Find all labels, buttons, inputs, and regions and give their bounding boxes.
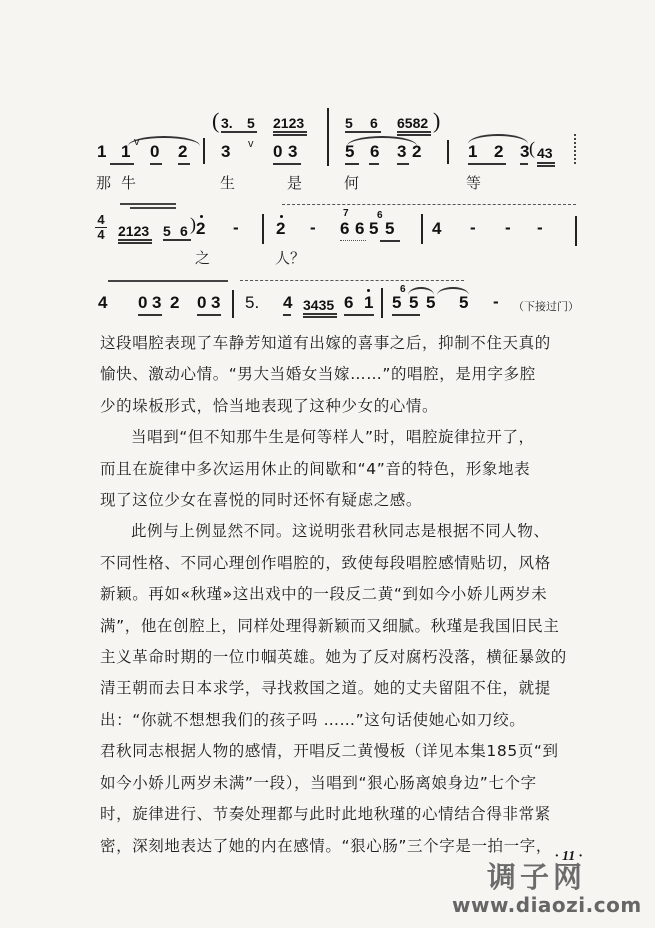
underline <box>340 240 366 243</box>
close-paren: ) <box>433 108 441 133</box>
underline <box>197 314 221 316</box>
underline <box>345 131 381 133</box>
note: 2 <box>170 293 180 312</box>
note: 3 <box>211 293 221 312</box>
note: 5 <box>426 293 436 312</box>
high-octave-dot <box>280 215 283 218</box>
breath-mark: v <box>248 138 254 150</box>
note: 5 <box>459 293 469 312</box>
note: 2 <box>412 142 422 161</box>
breath-mark: v <box>134 136 140 148</box>
barline <box>447 140 449 164</box>
note: 6 <box>340 219 350 238</box>
paragraph-2: 当唱到“但不知那牛生是何等样人”时，唱腔旋律拉开了， 而且在旋律中多次运用休止的间歇和“4”音的特色，形象地表 现了这位少女在喜悦的同时还怀有疑虑之感。 <box>100 428 535 510</box>
high-octave-dot <box>367 289 370 292</box>
barline <box>203 138 205 164</box>
note: 0 <box>197 293 207 312</box>
note: 2 <box>494 142 504 161</box>
barline-dotted <box>574 134 576 164</box>
note: 5. <box>245 293 260 312</box>
note: 5 <box>392 293 402 312</box>
underline <box>163 239 191 241</box>
underline <box>537 162 555 164</box>
note: 2 <box>196 219 206 238</box>
underline <box>221 131 257 133</box>
note: 2123 <box>273 115 305 131</box>
underline <box>273 131 307 133</box>
note: 0 <box>273 142 283 161</box>
underline <box>303 316 337 318</box>
note: 4 <box>432 219 442 238</box>
slur <box>347 136 417 146</box>
underline <box>110 163 134 165</box>
underline <box>397 131 431 133</box>
underline <box>273 163 301 165</box>
note: 5 <box>409 293 419 312</box>
note: 5 <box>385 219 395 238</box>
extension-line <box>108 280 228 282</box>
high-octave-dot <box>200 215 203 218</box>
note: 2123 <box>118 223 150 239</box>
dash: - <box>537 218 543 237</box>
barline <box>575 216 577 246</box>
note: 2 <box>276 219 286 238</box>
note: 4 <box>283 293 293 312</box>
page-number: · 11 · <box>555 849 583 864</box>
extension-line <box>120 203 176 205</box>
underline <box>303 313 337 315</box>
underline <box>150 163 162 165</box>
watermark-url: www.diaozi.com <box>452 893 642 917</box>
underline <box>397 134 431 136</box>
underline <box>537 165 555 167</box>
underline <box>178 163 190 165</box>
watermark-logo: 调子网 <box>487 860 587 894</box>
lyric: 牛 <box>121 174 137 192</box>
note: 5 <box>345 115 353 131</box>
underline <box>283 314 291 316</box>
note: 0 <box>138 293 148 312</box>
lyric: 是 <box>287 174 303 192</box>
barline <box>381 288 383 318</box>
note: 3 <box>152 293 162 312</box>
lyric: 何 <box>344 174 360 192</box>
dash: - <box>470 218 476 237</box>
lyric: 人？ <box>275 249 306 267</box>
open-paren: ( <box>212 108 220 133</box>
dash: - <box>310 218 316 237</box>
lyric: 之 <box>195 249 211 267</box>
dash: - <box>493 292 499 311</box>
note: 6 <box>344 293 354 312</box>
extension-line <box>130 207 176 209</box>
note: 1 <box>364 293 374 312</box>
note: 3 <box>397 142 407 161</box>
note: 6 <box>180 223 188 239</box>
underline <box>392 314 420 316</box>
grace-note: 6 <box>400 284 406 295</box>
underline <box>380 240 400 242</box>
underline <box>468 163 506 165</box>
lyric: 等 <box>466 174 482 192</box>
note: 5 <box>369 219 379 238</box>
extension-line <box>282 204 576 205</box>
note: 5 <box>247 115 255 131</box>
time-signature: 4 4 <box>95 214 107 241</box>
barline <box>421 214 423 244</box>
note: 1 <box>121 142 131 161</box>
underline <box>345 163 359 165</box>
open-paren: ( <box>529 138 535 158</box>
note: 1 <box>97 142 107 161</box>
note: 5 <box>345 142 355 161</box>
note: 6 <box>355 219 365 238</box>
underline <box>369 163 379 165</box>
note: 3 <box>520 142 530 161</box>
dash: - <box>505 218 511 237</box>
note: 3435 <box>303 297 335 313</box>
grace-note: 7 <box>343 208 349 219</box>
underline <box>118 242 152 244</box>
barline <box>327 108 329 166</box>
close-paren: ) <box>190 214 196 234</box>
extension-line <box>240 280 464 281</box>
underline <box>273 134 307 136</box>
lyric: 生 <box>220 174 236 192</box>
underline <box>138 314 162 316</box>
dash: - <box>233 218 239 237</box>
note: 2 <box>178 142 188 161</box>
body-text <box>100 328 600 862</box>
barline <box>262 214 264 244</box>
note: 4 <box>98 293 108 312</box>
note: 3 <box>221 142 231 161</box>
underline <box>397 163 409 165</box>
note: 43 <box>537 145 553 161</box>
note: 1 <box>468 142 478 161</box>
note: 3. <box>221 115 233 131</box>
barline <box>232 290 234 318</box>
note: 0 <box>150 142 160 161</box>
underline <box>520 163 528 165</box>
jianpu-score <box>0 0 655 320</box>
paragraph-3: 此例与上例显然不同。这说明张君秋同志是根据不同人物、 不同性格、不同心理创作唱腔的，致使每段唱腔感情贴切，风格 新颖。再如«秋瑾»这出戏中的一段反二黄“到如今小娇儿两岁未 满”，他在创腔上，同样处理得新颖而又细腻。秋瑾是我国旧民主 主义革命时期的一位巾帼英雄。她为了反对腐朽没落，横征暴敛的 清王朝而去日本求学，寻找救国之道。她的丈夫留阻不住，就提 出：“你就不想想我们的孩子吗 ……”这句话使她心如刀绞。 君秋同志根据人物的感情，开唱反二黄慢板（详见本集185页“到 如今小娇儿两岁未满”一段），当唱到“狠心肠离娘身边”七个字 时，旋律进行、节奏处理都与此时此地秋瑾的心情结合得非常紧 密，深刻地表达了她的内在感情。“狠心肠”三个字是一拍一字， <box>100 522 567 855</box>
continuation-note: （下接过门） <box>513 300 579 313</box>
lyric: 那 <box>96 174 112 192</box>
paragraph-1: 这段唱腔表现了车静芳知道有出嫁的喜事之后，抑制不住天真的 愉快、激动心情。“男大当婚女当嫁……”的唱腔，是用字多腔 少的垛板形式，恰当地表现了这种少女的心情。 <box>100 334 551 415</box>
note: 6582 <box>397 115 429 131</box>
note: 5 <box>163 223 171 239</box>
note: 3 <box>288 142 298 161</box>
note: 6 <box>370 115 378 131</box>
underline <box>344 314 374 316</box>
underline <box>118 239 152 241</box>
note: 6 <box>370 142 380 161</box>
grace-note: 6 <box>377 210 383 221</box>
